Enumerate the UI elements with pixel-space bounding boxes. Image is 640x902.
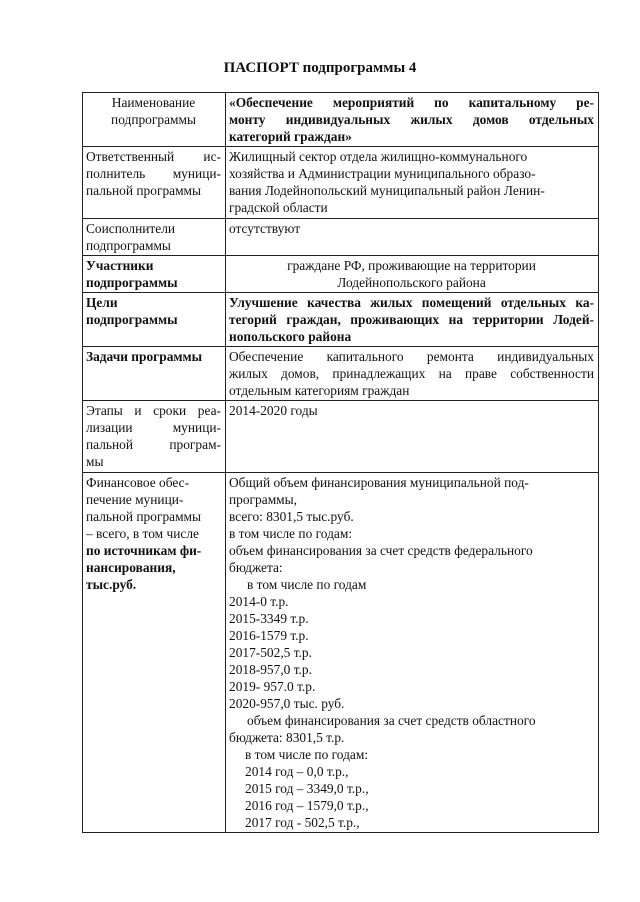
row-value-tasks: Обеспечение капитального ремонта индивидуальных жилых домов, принадлежащих на праве собственности отдельным категориям граждан bbox=[226, 347, 599, 401]
table-row bbox=[83, 401, 599, 473]
row-value-name: «Обеспечение мероприятий по капитальному ре- монту индивидуальных жилых домов отдельных категорий граждан» bbox=[226, 93, 599, 147]
table-row bbox=[83, 219, 599, 256]
row-value-coexecutors: отсутствуют bbox=[226, 219, 599, 256]
row-label-coexecutors: Соисполнители подпрограммы bbox=[83, 219, 226, 256]
row-label-participants: Участники подпрограммы bbox=[83, 256, 226, 293]
table-row bbox=[83, 93, 599, 147]
row-label-executor: Ответственный ис- полнитель муници- пальной программы bbox=[83, 147, 226, 219]
table-row bbox=[83, 293, 599, 347]
table-row bbox=[83, 256, 599, 293]
row-value-financing: Общий объем финансирования муниципальной под- программы, всего: 8301,5 тыс.руб. в том числе по годам: объем финансирования за счет средств федерального бюджета: в том числе по годам 2014-0 т.р. 2015-3349 т.р. 2016-1579 т.р. 2017-502,5 т.р. 2018-957,0 т.р. 2019- 957.0 т.р. 2020-957,0 тыс. руб. объем финансирования за счет средств областного бюджета: 8301,5 т.р. в том числе по годам: 2014 год – 0,0 т.р., 2015 год – 3349,0 т.р., 2016 год – 1579,0 т.р., 2017 год - 502,5 т.р., bbox=[226, 473, 599, 833]
passport-table bbox=[82, 92, 599, 833]
table-row bbox=[83, 147, 599, 219]
table-row bbox=[83, 473, 599, 833]
table-row bbox=[83, 347, 599, 401]
row-label-name: Наименование подпрограммы bbox=[83, 93, 226, 147]
page-title: ПАСПОРТ подпрограммы 4 bbox=[223, 60, 417, 76]
row-label-financing: Финансовое обес- печение муници- пальной программы – всего, в том числе по источникам фи- нансирования, тыс.руб. bbox=[83, 473, 226, 833]
row-label-tasks: Задачи программы bbox=[83, 347, 226, 401]
row-label-stages: Этапы и сроки реа- лизации муници- пальной програм- мы bbox=[83, 401, 226, 473]
row-value-goals: Улучшение качества жилых помещений отдельных ка- тегорий граждан, проживающих на территории Лодей- нопольского района bbox=[226, 293, 599, 347]
row-value-stages: 2014-2020 годы bbox=[226, 401, 599, 473]
row-label-goals: Цели подпрограммы bbox=[83, 293, 226, 347]
row-value-participants: граждане РФ, проживающие на территории Лодейнопольского района bbox=[226, 256, 599, 293]
row-value-executor: Жилищный сектор отдела жилищно-коммунального хозяйства и Администрации муниципального образо- вания Лодейнопольский муниципальный район Ленин- градской области bbox=[226, 147, 599, 219]
